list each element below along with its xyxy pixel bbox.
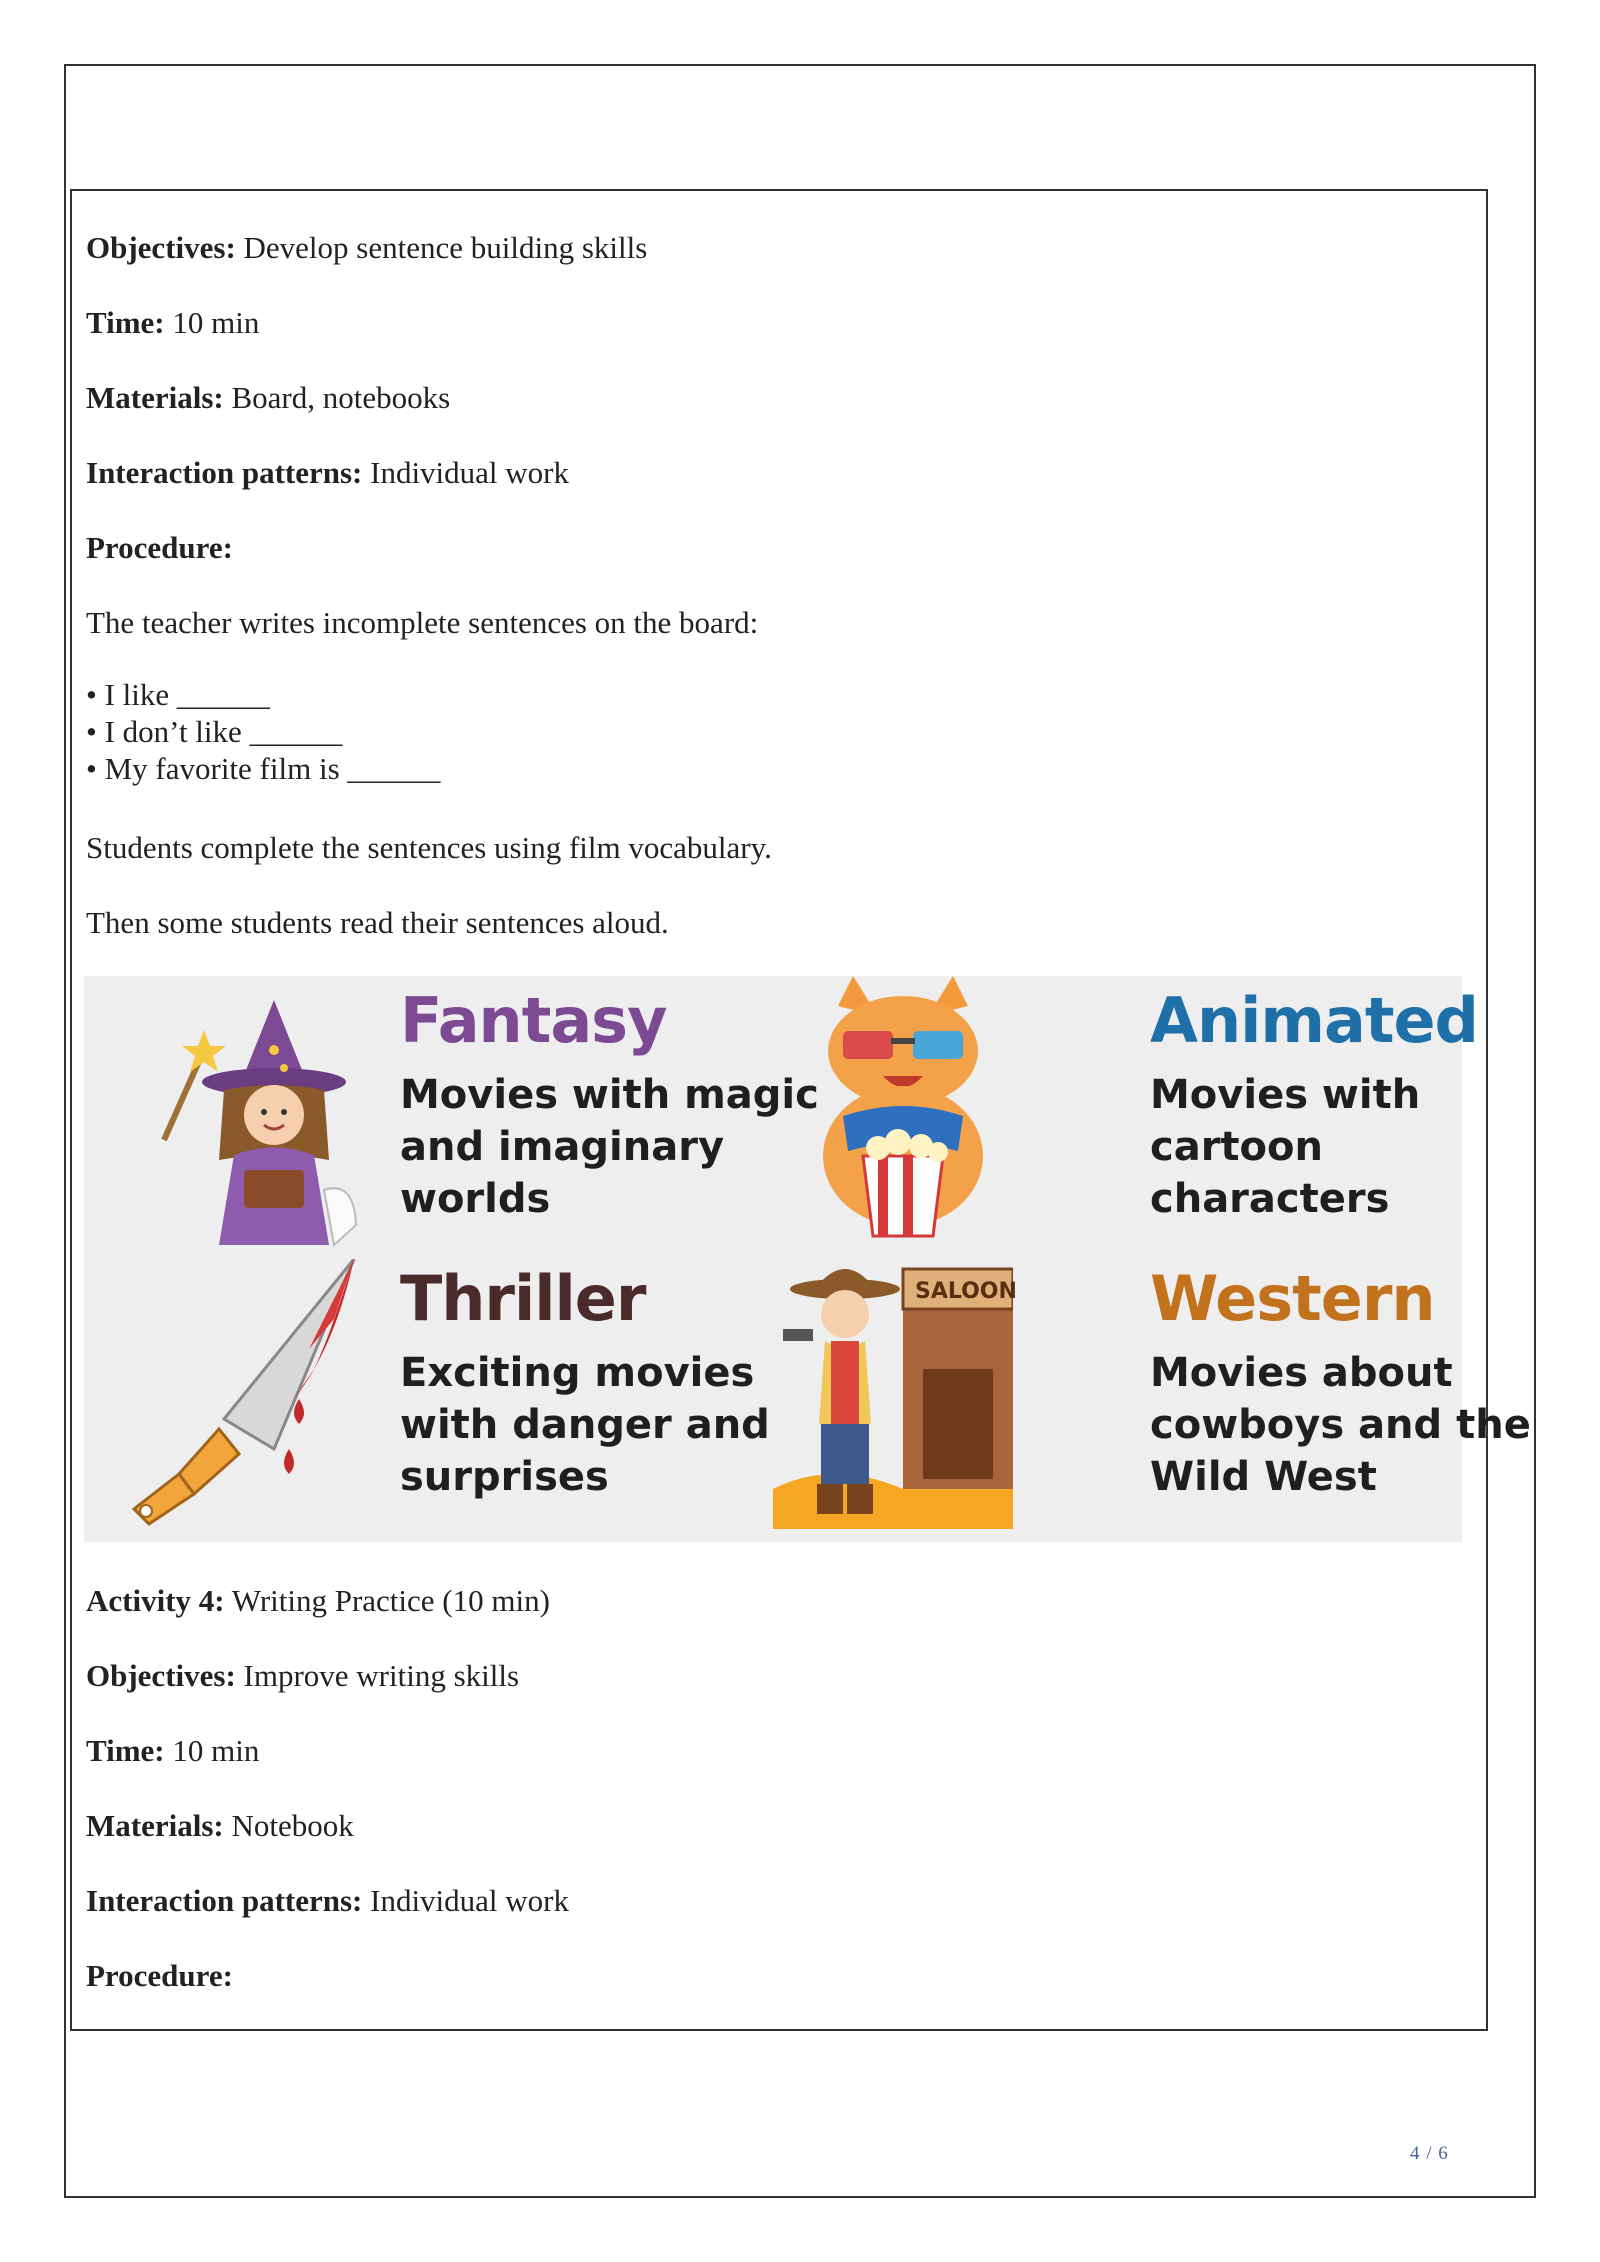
materials-value: Board, notebooks [231, 380, 451, 415]
genre-card-fantasy [84, 976, 819, 1259]
genre-card-animated [773, 976, 1478, 1259]
interaction-value: Individual work [370, 455, 570, 490]
activity-label: Activity 4: [86, 1583, 225, 1618]
followup-text: Then some students read their sentences aloud. [86, 905, 669, 940]
genre-title: Thriller [400, 1262, 646, 1335]
objectives-label: Objectives: [86, 1658, 236, 1693]
materials-line [86, 379, 450, 417]
interaction-line [86, 1882, 569, 1920]
sentence-list [86, 676, 440, 787]
time-value: 10 min [172, 305, 260, 340]
genre-title: Animated [1150, 984, 1478, 1057]
materials-label: Materials: [86, 380, 224, 415]
materials-label: Materials: [86, 1808, 224, 1843]
student-task-text: Students complete the sentences using film vocabulary. [86, 830, 772, 865]
genre-title: Western [1150, 1262, 1435, 1335]
materials-line [86, 1807, 354, 1845]
genre-description: Movies about cowboys and the Wild West [1150, 1350, 1531, 1500]
activity4-heading [86, 1582, 550, 1620]
wizard-girl-icon [124, 990, 364, 1250]
objectives-label: Objectives: [86, 230, 236, 265]
procedure-heading [86, 529, 233, 567]
procedure-label: Procedure: [86, 1958, 233, 1993]
objectives-value: Develop sentence building skills [243, 230, 648, 265]
time-line [86, 1732, 259, 1770]
knife-icon [124, 1259, 374, 1529]
genre-description: Exciting movies with danger and surprises [400, 1350, 770, 1500]
instruction-text: The teacher writes incomplete sentences on the board: [86, 605, 759, 640]
genre-description: Movies with cartoon characters [1150, 1072, 1421, 1222]
interaction-label: Interaction patterns: [86, 455, 363, 490]
saloon-sign: SALOON [915, 1279, 1017, 1304]
activity-value: Writing Practice (10 min) [231, 1583, 550, 1618]
time-label: Time: [86, 305, 165, 340]
objectives-line [86, 229, 647, 267]
film-genres-illustration [84, 976, 1531, 1542]
time-label: Time: [86, 1733, 165, 1768]
time-value: 10 min [172, 1733, 260, 1768]
procedure-heading [86, 1957, 233, 1995]
cat-popcorn-icon [783, 976, 1023, 1246]
page-number: 4 / 6 [1410, 2143, 1449, 2164]
list-item: • I like ______ [86, 677, 270, 712]
genre-description: Movies with magic and imaginary worlds [400, 1072, 819, 1222]
interaction-label: Interaction patterns: [86, 1883, 363, 1918]
genre-card-western [773, 1259, 1531, 1542]
list-item: • My favorite film is ______ [86, 751, 441, 786]
objectives-value: Improve writing skills [243, 1658, 520, 1693]
objectives-line [86, 1657, 519, 1695]
procedure-label: Procedure: [86, 530, 233, 565]
interaction-value: Individual work [370, 1883, 570, 1918]
interaction-line [86, 454, 569, 492]
list-item: • I don’t like ______ [86, 714, 343, 749]
time-line [86, 304, 259, 342]
genre-title: Fantasy [400, 984, 667, 1057]
materials-value: Notebook [231, 1808, 354, 1843]
genre-card-thriller [84, 1259, 773, 1542]
